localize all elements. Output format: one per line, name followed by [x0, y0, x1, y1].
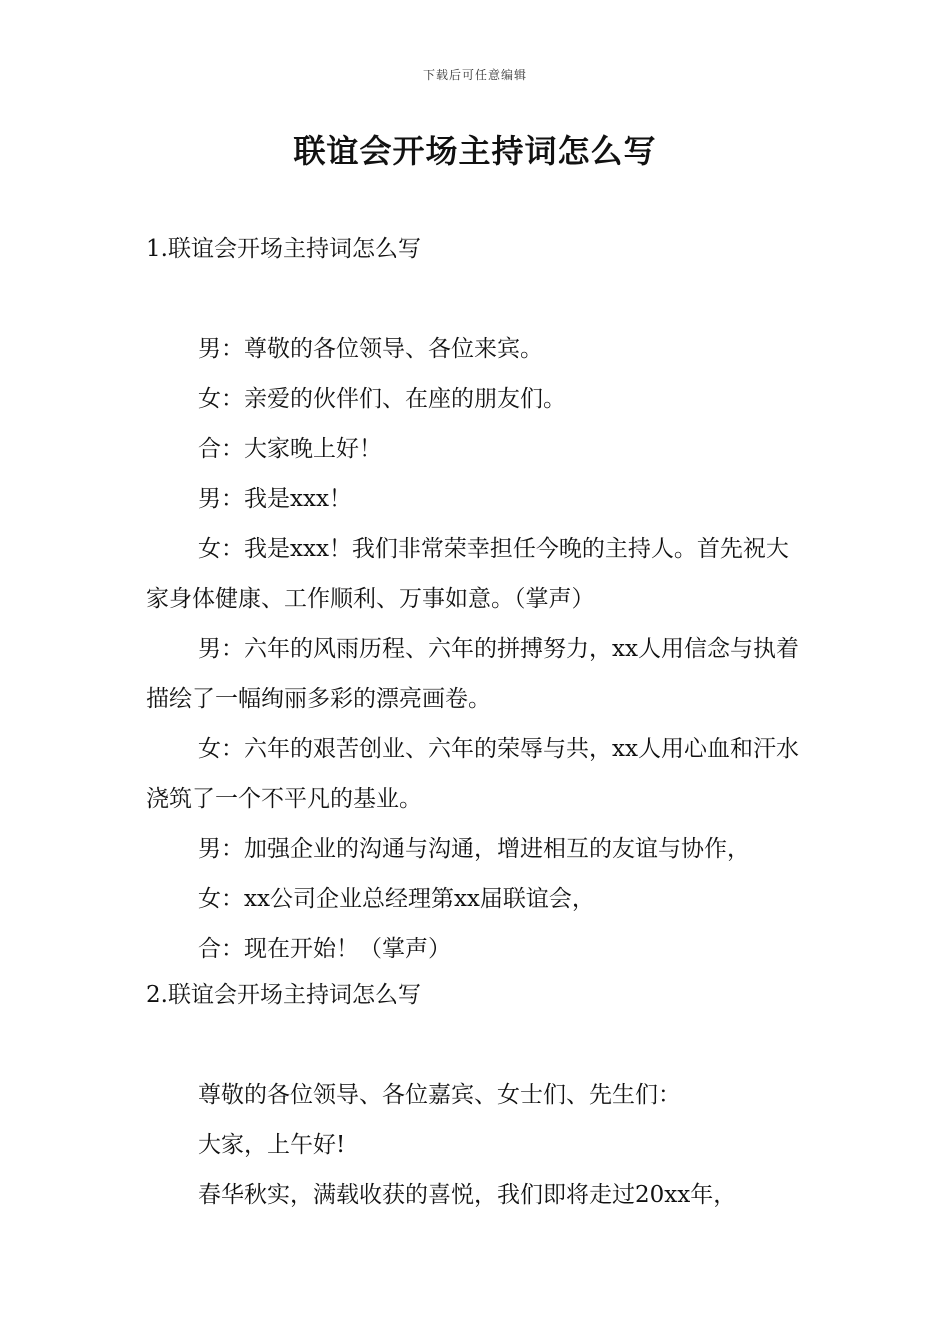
- paragraph: 女：亲爱的伙伴们、在座的朋友们。: [198, 386, 566, 412]
- paragraph: 女：xx公司企业总经理第xx届联谊会，: [198, 886, 595, 912]
- paragraph: 男：六年的风雨历程、六年的拼搏努力，xx人用信念与执着描绘了一幅绚丽多彩的漂亮画卷。: [146, 636, 799, 712]
- paragraph: 春华秋实，满载收获的喜悦，我们即将走过20xx年，: [198, 1182, 737, 1208]
- paragraph: 男：我是xxx！: [198, 486, 352, 512]
- section-1-heading: 1.联谊会开场主持词怎么写: [146, 236, 421, 262]
- paragraph: 合：大家晚上好！: [198, 436, 382, 462]
- section-2-heading: 2.联谊会开场主持词怎么写: [146, 982, 421, 1008]
- document-title: 联谊会开场主持词怎么写: [293, 132, 657, 170]
- paragraph: 男：尊敬的各位领导、各位来宾。: [198, 336, 543, 362]
- paragraph: 女：我是xxx！我们非常荣幸担任今晚的主持人。首先祝大家身体健康、工作顺利、万事如意。（掌声）: [146, 536, 789, 612]
- section-1-body: [146, 324, 806, 974]
- paragraph: 尊敬的各位领导、各位嘉宾、女士们、先生们：: [198, 1082, 681, 1108]
- paragraph: 男：加强企业的沟通与沟通，增进相互的友谊与协作，: [198, 836, 750, 862]
- paragraph: 大家，上午好!: [198, 1132, 346, 1158]
- section-2-body: [146, 1070, 806, 1220]
- paragraph: 合：现在开始！（掌声）: [198, 936, 451, 962]
- page-header-note: 下载后可任意编辑: [422, 68, 527, 82]
- paragraph: 女：六年的艰苦创业、六年的荣辱与共，xx人用心血和汗水浇筑了一个不平凡的基业。: [146, 736, 799, 812]
